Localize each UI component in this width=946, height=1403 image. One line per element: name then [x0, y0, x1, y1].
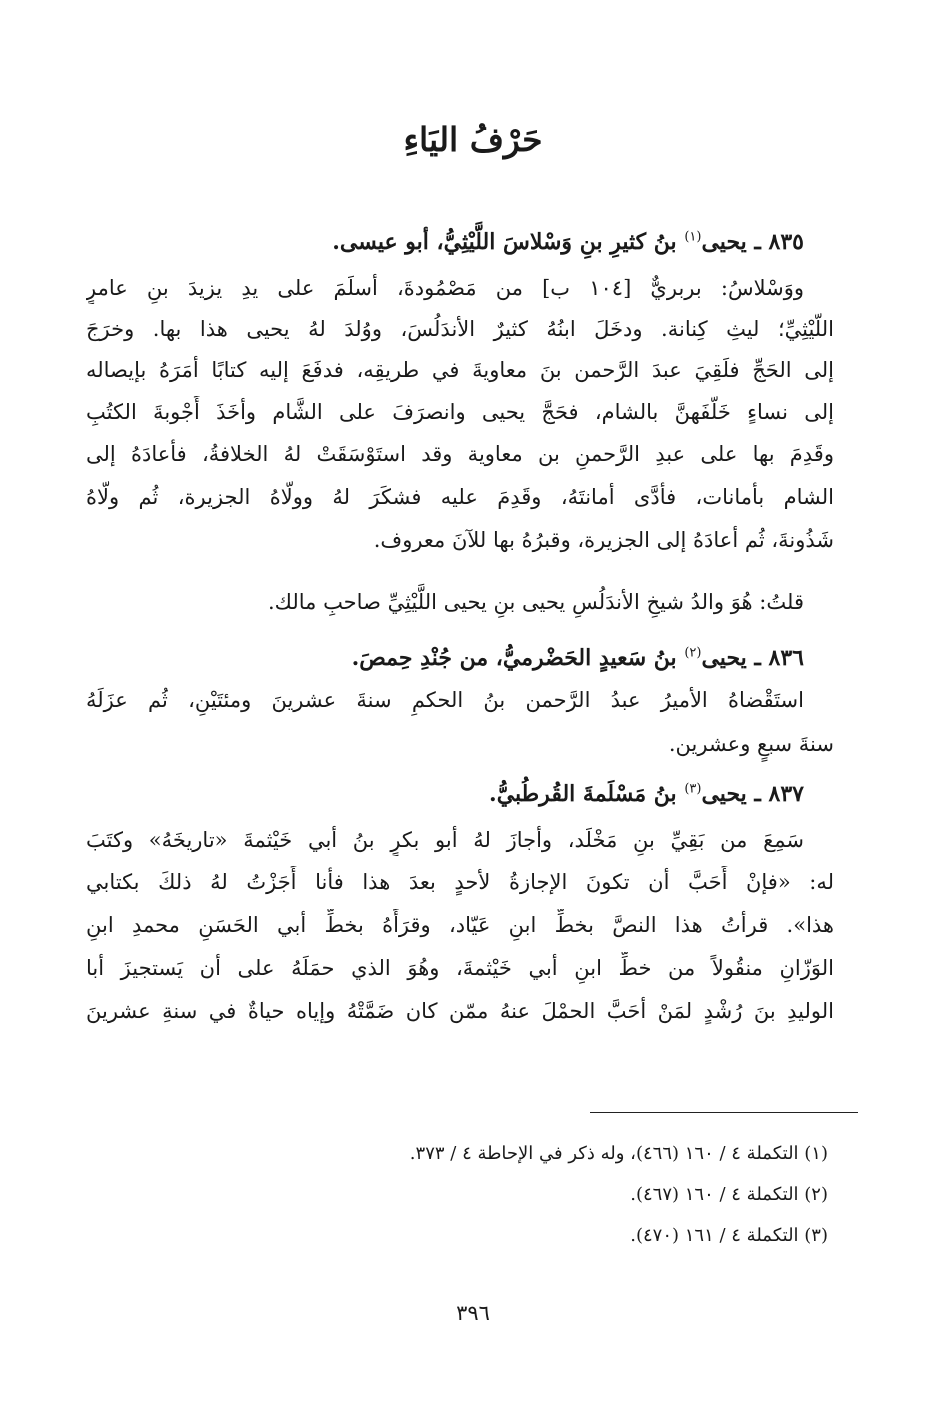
note-line: قلتُ: هُوَ والدُ شيخِ الأندَلُسِ يحيى بنِ يحيى اللَّيْثِيِّ صاحبِ مالك. [267, 590, 804, 614]
page-number: ٣٩٦ [456, 1301, 490, 1325]
entry-name: بنُ كثيرِ بنِ وَسْلاسَ اللَّيْثِيُّ، أبو عيسى. [332, 229, 685, 255]
text-line: إلى الحَجِّ فلَقِيَ عبدَ الرَّحمن بنَ معاويةَ في طريقِه، فدفَعَ إليه كتابًا أمَرَهُ بإيصاله [86, 358, 834, 382]
entry-number: ٨٣٧ ـ يحيى [701, 781, 804, 807]
chapter-title: حَرْفُ اليَاءِ [403, 120, 543, 159]
footnote: (١) التكملة ٤ / ١٦٠ (٤٦٦)، وله ذكر في الإحاطة ٤ / ٣٧٣. [409, 1143, 828, 1164]
footnote: (٢) التكملة ٤ / ١٦٠ (٤٦٧). [630, 1184, 828, 1205]
footnote: (٣) التكملة ٤ / ١٦١ (٤٧٠). [630, 1225, 828, 1246]
entry-name: بنُ مَسْلَمةَ القُرطُبيُّ. [489, 781, 685, 807]
text-line: وقَدِمَ بها على عبدِ الرَّحمنِ بن معاوية وقد استَوْسَقَتْ لهُ الخلافةُ، فأعادَهُ إلى [86, 442, 834, 466]
text-line: الشام بأمانات، فأدَّى أمانتَهُ، وقَدِمَ عليه فشكَرَ لهُ وولّاهُ الجزيرة، ثُم ولّاهُ [86, 485, 834, 509]
footnote-divider [590, 1112, 858, 1113]
text-line: إلى نساءٍ خَلَّفَهنَّ بالشام، فحَجَّ يحيى وانصرَفَ على الشَّام وأخَذَ أَجْوبةَ الكتُبِ [86, 400, 834, 424]
entry-number: ٨٣٥ ـ يحيى [701, 229, 804, 255]
text-line: سنةَ سبعٍ وعشرين. [668, 732, 834, 756]
entry-heading [86, 226, 804, 258]
entry-heading [86, 778, 804, 810]
text-line: ووَسْلاسُ: بربريٌّ [١٠٤ ب] من مَصْمُودةَ، أسلَمَ على يدِ يزيدَ بنِ عامرٍ [86, 276, 804, 300]
footnote-ref: (١) [684, 229, 702, 245]
text-line: شَذُونةَ، ثُم أعادَهُ إلى الجزيرة، وقبرُهُ بها للآنَ معروف. [373, 528, 834, 552]
text-line: اللَّيْثِيِّ؛ ليثِ كِنانة. ودخَلَ ابنُهُ كثيرٌ الأندَلُسَ، ووُلدَ لهُ يحيى هذا بها. وخرَجَ [86, 317, 834, 341]
text-line: الوليدِ بنَ رُشْدٍ لمَنْ أحَبَّ الحمْلَ عنهُ ممّن كان ضَمَّتْهُ وإياه حياةٌ في سنةِ عشرينَ [86, 999, 834, 1023]
text-line: سَمِعَ من بَقِيِّ بنِ مَخْلَد، وأجازَ لهُ أبو بكرٍ بنُ أبي خَيْثمةَ «تاريخَهُ» وكتَبَ [86, 828, 804, 852]
entry-name: بنُ سَعيدٍ الحَضْرميُّ، من جُنْدِ حِمصَ. [351, 645, 685, 671]
text-line: هذا». قرأتُ هذا النصَّ بخطِّ ابنِ عَيّاد، وقرَأَهُ بخطِّ أبي الحَسَنِ محمدِ ابنِ [86, 913, 834, 937]
footnote-ref: (٣) [684, 781, 702, 797]
text-line: الوَزّانِ منقُولاً من خطِّ ابنِ أبي خَيْثمةَ، وهُوَ الذي حمَلَهُ على أن يَستجيزَ أبا [86, 956, 834, 980]
entry-heading [86, 642, 804, 674]
text-line: له: «فإنْ أَحَبَّ أن تكونَ الإجازةُ لأحدٍ بعدَ هذا فأنا أَجَزْتُ لهُ ذلكَ بكتابي [86, 870, 834, 894]
entry-number: ٨٣٦ ـ يحيى [701, 645, 804, 671]
text-line: استَقْضاهُ الأميرُ عبدُ الرَّحمن بنُ الحكمِ سنةَ عشرينَ ومئتَيْنِ، ثُم عزَلَهُ [86, 688, 804, 712]
footnote-ref: (٢) [684, 645, 702, 661]
